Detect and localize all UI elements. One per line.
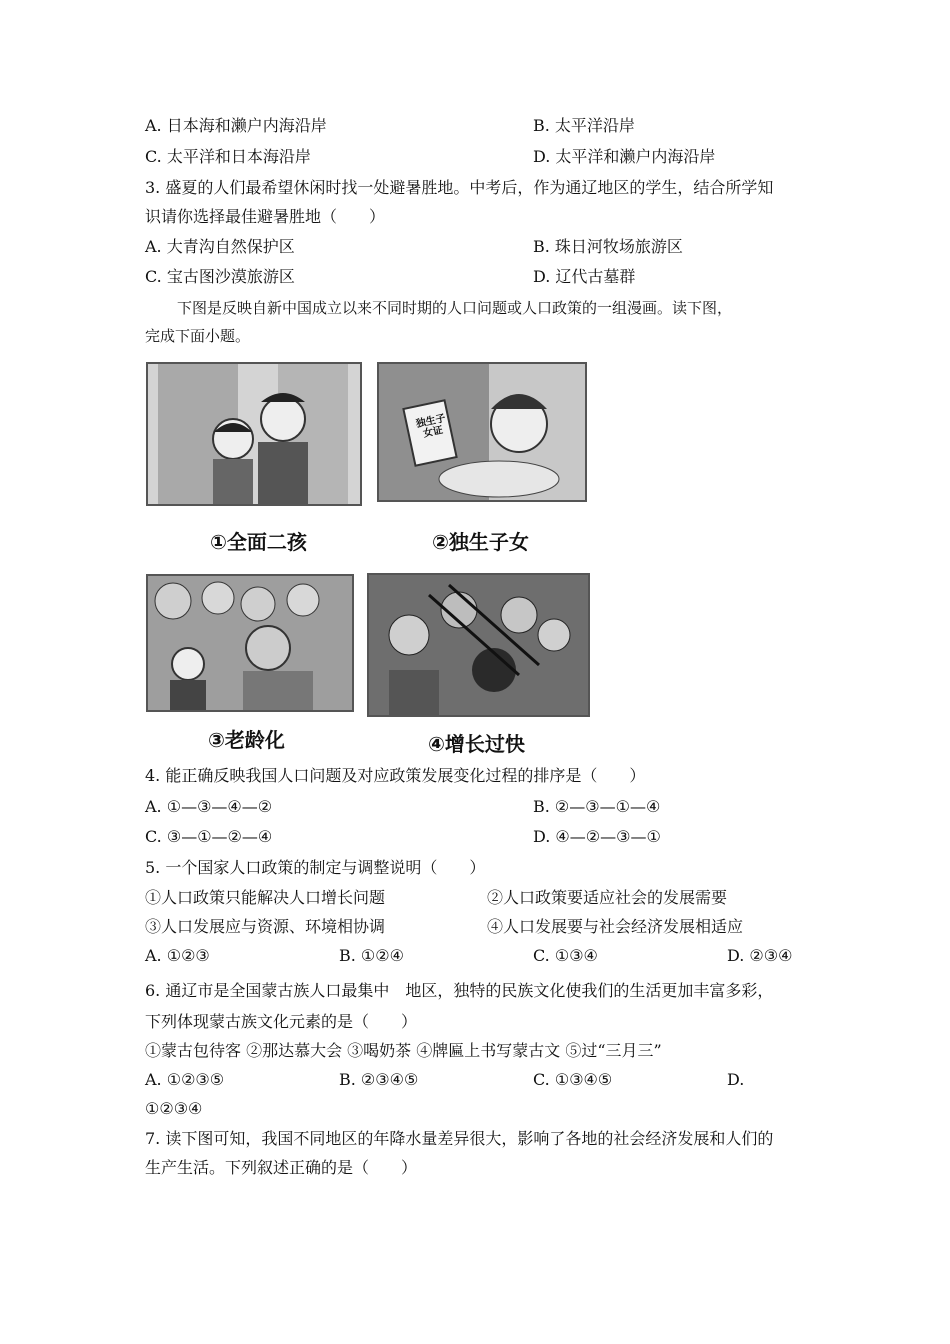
family-two-children-icon [148,364,360,504]
q6-option-d-continued: ①②③④ [145,1099,203,1118]
q5-statement-3: ③人口发展应与资源、环境相协调 [145,917,386,936]
comic-caption-3: ③老龄化 [208,728,285,752]
q2-option-b: B. 太平洋沿岸 [533,116,635,135]
elderly-crowd-icon [148,576,352,710]
comic-panel-4 [367,573,590,717]
q2-option-c: C. 太平洋和日本海沿岸 [145,147,311,166]
single-child-certificate-icon [379,364,585,500]
q6-option-d: D. [727,1070,745,1089]
crowded-family-icon [369,575,588,715]
q3-option-b: B. 珠日河牧场旅游区 [533,237,683,256]
q6-option-b: B. ②③④⑤ [339,1070,419,1089]
q4-option-d: D. ④—②—③—① [533,827,661,846]
comic-caption-1: ①全面二孩 [210,530,307,554]
comic-caption-2: ②独生子女 [432,530,529,554]
q5-statement-1: ①人口政策只能解决人口增长问题 [145,888,386,907]
q4-stem: 4. 能正确反映我国人口问题及对应政策发展变化过程的排序是（ ） [145,766,646,785]
q6-option-c: C. ①③④⑤ [533,1070,613,1089]
intro-line2: 完成下面小题。 [145,327,251,345]
q3-option-d: D. 辽代古墓群 [533,267,636,286]
comic-panel-1 [146,362,362,506]
q3-stem-line1: 3. 盛夏的人们最希望休闲时找一处避暑胜地。中考后，作为通辽地区的学生，结合所学知 [145,178,774,197]
q5-option-d: D. ②③④ [727,946,793,965]
q4-option-b: B. ②—③—①—④ [533,797,661,816]
q7-stem-line1: 7. 读下图可知，我国不同地区的年降水量差异很大，影响了各地的社会经济发展和人们的 [145,1129,774,1148]
q4-option-a: A. ①—③—④—② [145,797,273,816]
q5-statement-2: ②人口政策要适应社会的发展需要 [487,888,728,907]
q3-option-c: C. 宝古图沙漠旅游区 [145,267,295,286]
q5-statement-4: ④人口发展要与社会经济发展相适应 [487,917,744,936]
q7-stem-line2: 生产生活。下列叙述正确的是（ ） [145,1158,418,1177]
comic-panel-3 [146,574,354,712]
q5-option-a: A. ①②③ [145,946,210,965]
q6-items: ①蒙古包待客 ②那达慕大会 ③喝奶茶 ④牌匾上书写蒙古文 ⑤过“三月三” [145,1041,662,1060]
q5-option-b: B. ①②④ [339,946,404,965]
q5-option-c: C. ①③④ [533,946,598,965]
q2-option-d: D. 太平洋和濑户内海沿岸 [533,147,716,166]
q6-option-a: A. ①②③⑤ [145,1070,225,1089]
comic-caption-4: ④增长过快 [428,732,525,756]
q6-stem-line2: 下列体现蒙古族文化元素的是（ ） [145,1012,418,1031]
q2-option-a: A. 日本海和濑户内海沿岸 [145,116,327,135]
q3-stem-line2: 识请你选择最佳避暑胜地（ ） [145,207,386,226]
certificate-text: 独生子女证 [415,413,447,440]
q5-stem: 5. 一个国家人口政策的制定与调整说明（ ） [145,858,486,877]
q6-stem-line1: 6. 通辽市是全国蒙古族人口最集中 地区，独特的民族文化使我们的生活更加丰富多彩， [145,981,774,1000]
q4-option-c: C. ③—①—②—④ [145,827,273,846]
comic-panel-2 [377,362,587,502]
q3-option-a: A. 大青沟自然保护区 [145,237,295,256]
intro-line1: 下图是反映自新中国成立以来不同时期的人口问题或人口政策的一组漫画。读下图， [177,299,733,317]
